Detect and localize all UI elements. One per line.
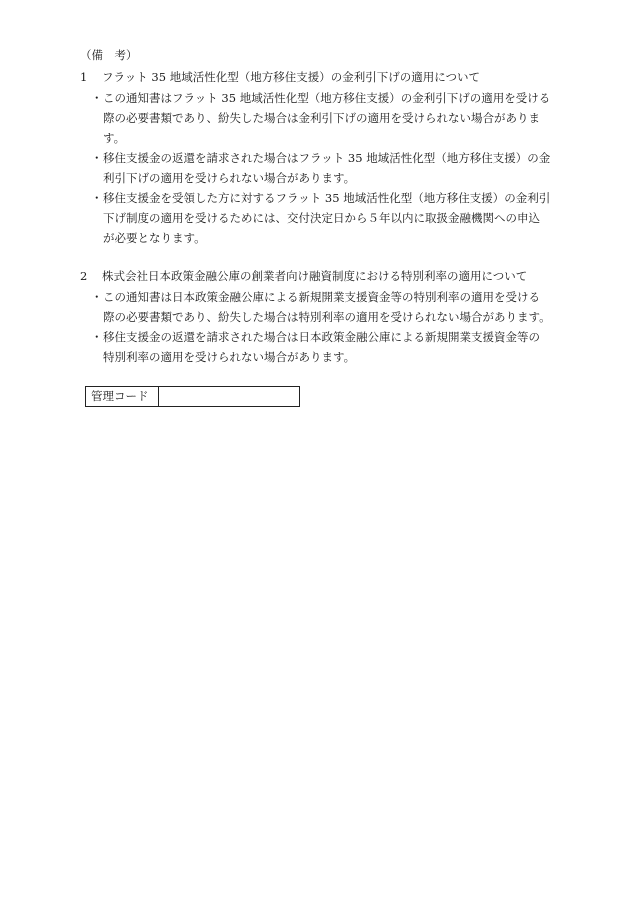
- bullet-mark: ・: [91, 290, 103, 304]
- bullet-line: が必要となります。: [103, 231, 206, 245]
- bullet-line: 特別利率の適用を受けられない場合があります。: [103, 350, 356, 364]
- section-2-heading: [80, 268, 527, 284]
- section-1-heading: [80, 69, 480, 85]
- bullet-line: 移住支援金の返還を請求された場合はフラット 35 地域活性化型（地方移住支援）の金: [103, 151, 551, 165]
- bullet-mark: ・: [91, 330, 103, 344]
- section-1-bullet-2: [91, 148, 557, 188]
- section-1-number: 1: [80, 70, 88, 84]
- remarks-heading: （備 考）: [80, 48, 138, 62]
- management-code-field[interactable]: [159, 387, 299, 406]
- management-code-label: 管理コード: [86, 387, 159, 406]
- management-code-box: [85, 386, 300, 407]
- bullet-mark: ・: [91, 151, 103, 165]
- bullet-mark: ・: [91, 191, 103, 205]
- bullet-mark: ・: [91, 91, 103, 105]
- bullet-line: す。: [103, 131, 126, 145]
- section-2-bullet-1: [91, 287, 557, 327]
- bullet-line: 際の必要書類であり、紛失した場合は特別利率の適用を受けられない場合があります。: [103, 310, 551, 324]
- section-2-title: 株式会社日本政策金融公庫の創業者向け融資制度における特別利率の適用について: [102, 269, 528, 283]
- section-2-bullet-2: [91, 327, 557, 367]
- bullet-line: 下げ制度の適用を受けるためには、交付決定日から５年以内に取扱金融機関への申込: [103, 211, 540, 225]
- section-1-bullet-1: [91, 88, 557, 148]
- bullet-line: この通知書は日本政策金融公庫による新規開業支援資金等の特別利率の適用を受ける: [103, 290, 540, 304]
- section-1-bullet-3: [91, 188, 557, 248]
- bullet-line: 際の必要書類であり、紛失した場合は金利引下げの適用を受けられない場合がありま: [103, 111, 540, 125]
- bullet-line: 利引下げの適用を受けられない場合があります。: [103, 171, 356, 185]
- bullet-line: 移住支援金の返還を請求された場合は日本政策金融公庫による新規開業支援資金等の: [103, 330, 540, 344]
- section-2-number: 2: [80, 269, 88, 283]
- section-1-title: フラット 35 地域活性化型（地方移住支援）の金利引下げの適用について: [102, 70, 480, 84]
- bullet-line: 移住支援金を受領した方に対するフラット 35 地域活性化型（地方移住支援）の金利引: [103, 191, 551, 205]
- bullet-line: この通知書はフラット 35 地域活性化型（地方移住支援）の金利引下げの適用を受ける: [103, 91, 551, 105]
